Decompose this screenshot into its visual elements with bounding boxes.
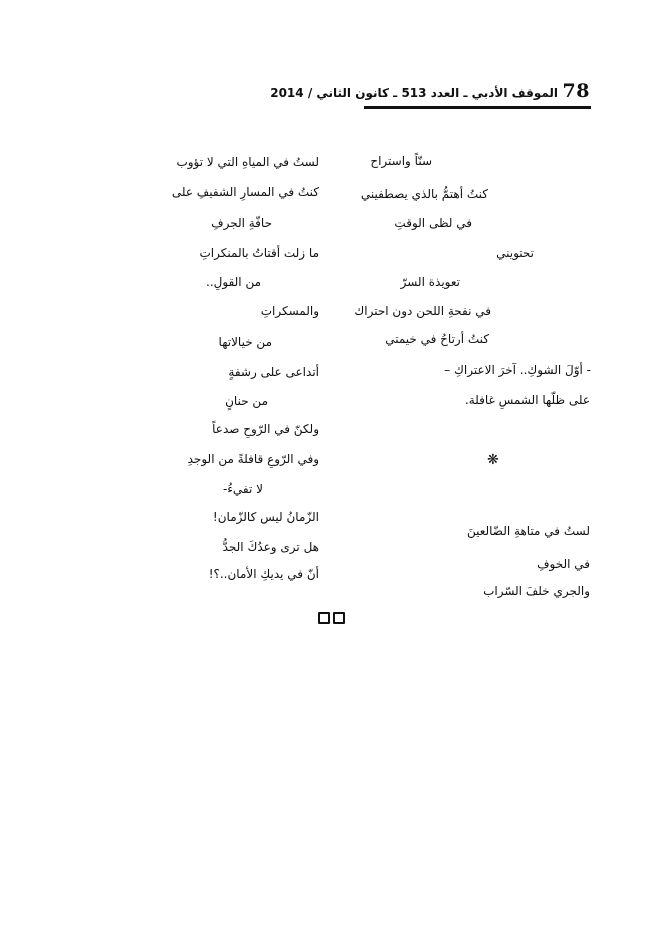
left-verse-7: من خيالاتها: [218, 335, 272, 349]
left-verse-8: أتداعى على رشفةٍ: [228, 365, 319, 379]
end-ornament: [318, 612, 345, 624]
end-square-icon: [333, 612, 345, 624]
left-verse-4: ما زلت أقتاتُ بالمنكراتِ: [199, 246, 319, 260]
left-verse-5: من القولِ..: [206, 275, 261, 289]
end-square-icon: [318, 612, 330, 624]
running-head: الموقف الأدبي ـ العدد 513 ـ كانون الثاني / 2014: [270, 86, 558, 100]
left-verse-13: الزّمانُ ليس كالزّمان!: [212, 510, 319, 524]
left-verse-6: والمسكراتِ: [260, 304, 319, 318]
right-verse-8: - أوّلَ الشوكِ.. آخرَ الاعتراكِ –: [444, 363, 591, 377]
left-verse-11: وفي الرّوعِ قافلةً من الوجدِ: [187, 452, 319, 466]
bottom-verse-3: والجري خلفَ السّراب: [483, 584, 590, 598]
left-verse-10: ولكنّ في الرّوحِ صدعاً: [212, 422, 319, 436]
left-verse-12: لا تفيءُ-: [222, 482, 263, 496]
right-verse-5: تعويذة السرّ: [400, 275, 460, 289]
right-verse-7: كنتُ أرتاحُ في خيمتي: [385, 332, 489, 346]
left-verse-3: حافّةِ الجرفِ: [211, 216, 272, 230]
page-header: [270, 80, 590, 106]
left-verse-1: لستُ في المياهِ التي لا تؤوب: [176, 155, 319, 169]
left-verse-9: من حنانٍ: [225, 394, 268, 408]
left-verse-15: أنّ في يديكِ الأمان..؟!: [208, 567, 319, 581]
right-verse-3: في لظى الوقتِ: [394, 216, 472, 230]
header-rule: [364, 106, 591, 109]
right-verse-2: كنتُ أهتمُّ بالذي يصطفيني: [360, 187, 488, 201]
bottom-verse-1: لستُ في متاهةِ الضّالعينَ: [466, 524, 590, 538]
right-verse-9: على ظلّها الشمسِ غافلة.: [464, 393, 590, 407]
page-number: 78: [562, 80, 590, 102]
right-verse-4: تحتويني: [496, 246, 534, 260]
right-verse-1: سنّاً واستراح: [370, 154, 432, 168]
section-separator: ❋: [487, 452, 499, 468]
left-verse-14: هل ترى وعدُكَ الجدُّ: [222, 540, 319, 554]
bottom-verse-2: في الخوفِ: [537, 557, 590, 571]
left-verse-2: كنتُ في المسارِ الشفيفِ على: [171, 185, 319, 199]
right-verse-6: في نفحةِ اللحن دون احتراك: [354, 304, 491, 318]
